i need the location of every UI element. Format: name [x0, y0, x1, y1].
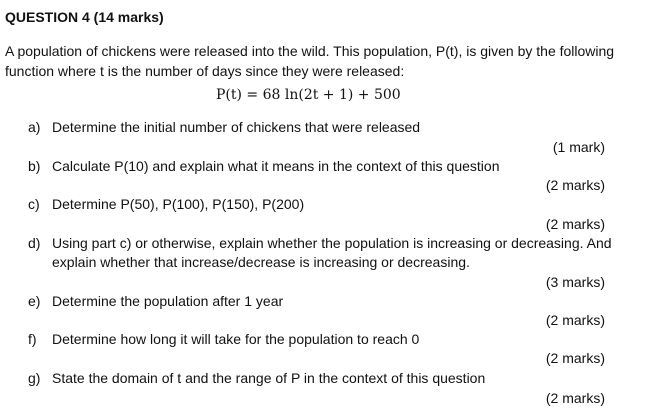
marks-label: (2 marks) — [545, 312, 605, 328]
part-text: Determine the population after 1 year — [52, 293, 284, 309]
marks-label: (2 marks) — [545, 177, 605, 193]
part-text: Determine how long it will take for the population to reach 0 — [52, 331, 420, 347]
marks-label: (2 marks) — [545, 216, 605, 232]
part-text: Determine the initial number of chickens that were released — [52, 119, 421, 135]
part-letter: f) — [28, 331, 37, 347]
part-letter: b) — [28, 158, 41, 174]
question-intro — [5, 41, 645, 81]
part-text: Using part c) or otherwise, explain whether the population is increasing or decreasing. And — [52, 235, 612, 251]
part-text-continued: explain whether that increase/decrease is increasing or decreasing. — [52, 254, 470, 270]
population-formula: P(t) = 68 ln(2t + 1) + 500 — [216, 87, 401, 103]
marks-label: (1 mark) — [552, 139, 605, 155]
part-letter: g) — [28, 370, 41, 386]
marks-label: (2 marks) — [545, 390, 605, 406]
part-letter: c) — [28, 196, 40, 212]
part-text: Calculate P(10) and explain what it means in the context of this question — [52, 158, 500, 174]
intro-line-1: A population of chickens were released into the wild. This population, P(t), is given by the following — [5, 43, 615, 59]
part-letter: a) — [28, 119, 41, 135]
question-title: QUESTION 4 (14 marks) — [5, 9, 164, 25]
part-letter: d) — [28, 235, 41, 251]
intro-line-2: function where t is the number of days since they were released: — [5, 63, 405, 79]
part-text: Determine P(50), P(100), P(150), P(200) — [52, 196, 305, 212]
marks-label: (3 marks) — [545, 274, 605, 290]
part-letter: e) — [28, 293, 41, 309]
marks-label: (2 marks) — [545, 350, 605, 366]
part-text: State the domain of t and the range of P in the context of this question — [52, 370, 486, 386]
